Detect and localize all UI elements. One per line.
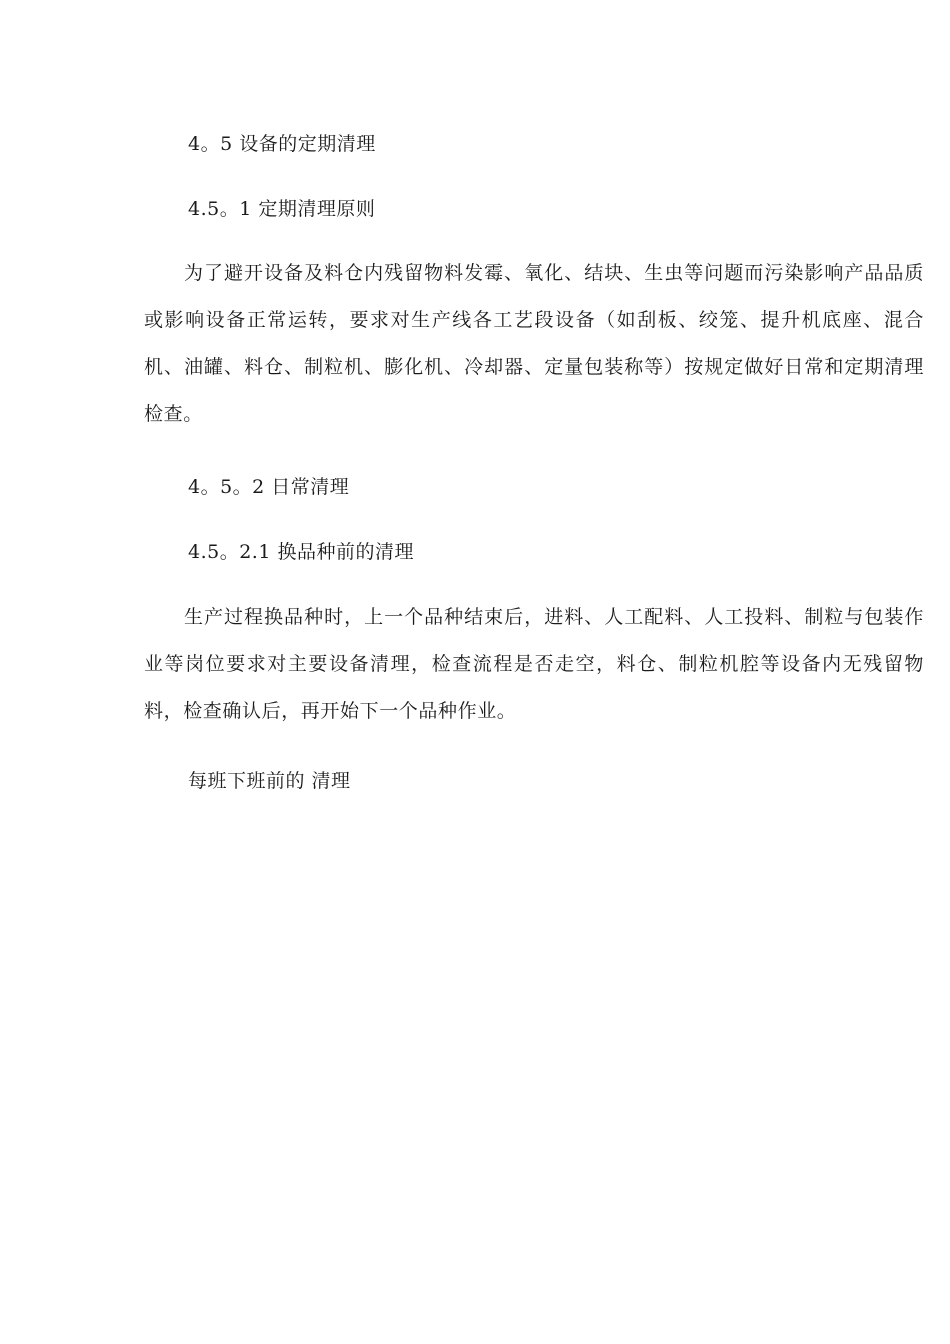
paragraph-changeover-cleaning: 生产过程换品种时，上一个品种结束后，进料、人工配料、人工投料、制粒与包装作业等岗位要求对主要设备清理，检查流程是否走空，料仓、制粒机腔等设备内无残留物料，检查确认后，再开始下一个品种作业。	[144, 606, 924, 722]
paragraph-cleaning-principle: 为了避开设备及料仓内残留物料发霉、氧化、结块、生虫等问题而污染影响产品品质或影响设备正常运转，要求对生产线各工艺段设备（如刮板、绞笼、提升机底座、混合机、油罐、料仓、制粒机、膨化机、冷却器、定量包装称等）按规定做好日常和定期清理检查。	[144, 262, 924, 425]
subsection-heading-4-5-2: 4。5。2 日常清理	[188, 476, 350, 498]
subsection-heading-4-5-1: 4.5。1 定期清理原则	[188, 198, 376, 220]
subsection-heading-4-5-2-1: 4.5。2.1 换品种前的清理	[188, 541, 414, 563]
section-heading-4-5: 4。5 设备的定期清理	[188, 133, 376, 155]
subsection-heading-shift-end: 每班下班前的 清理	[188, 770, 351, 792]
